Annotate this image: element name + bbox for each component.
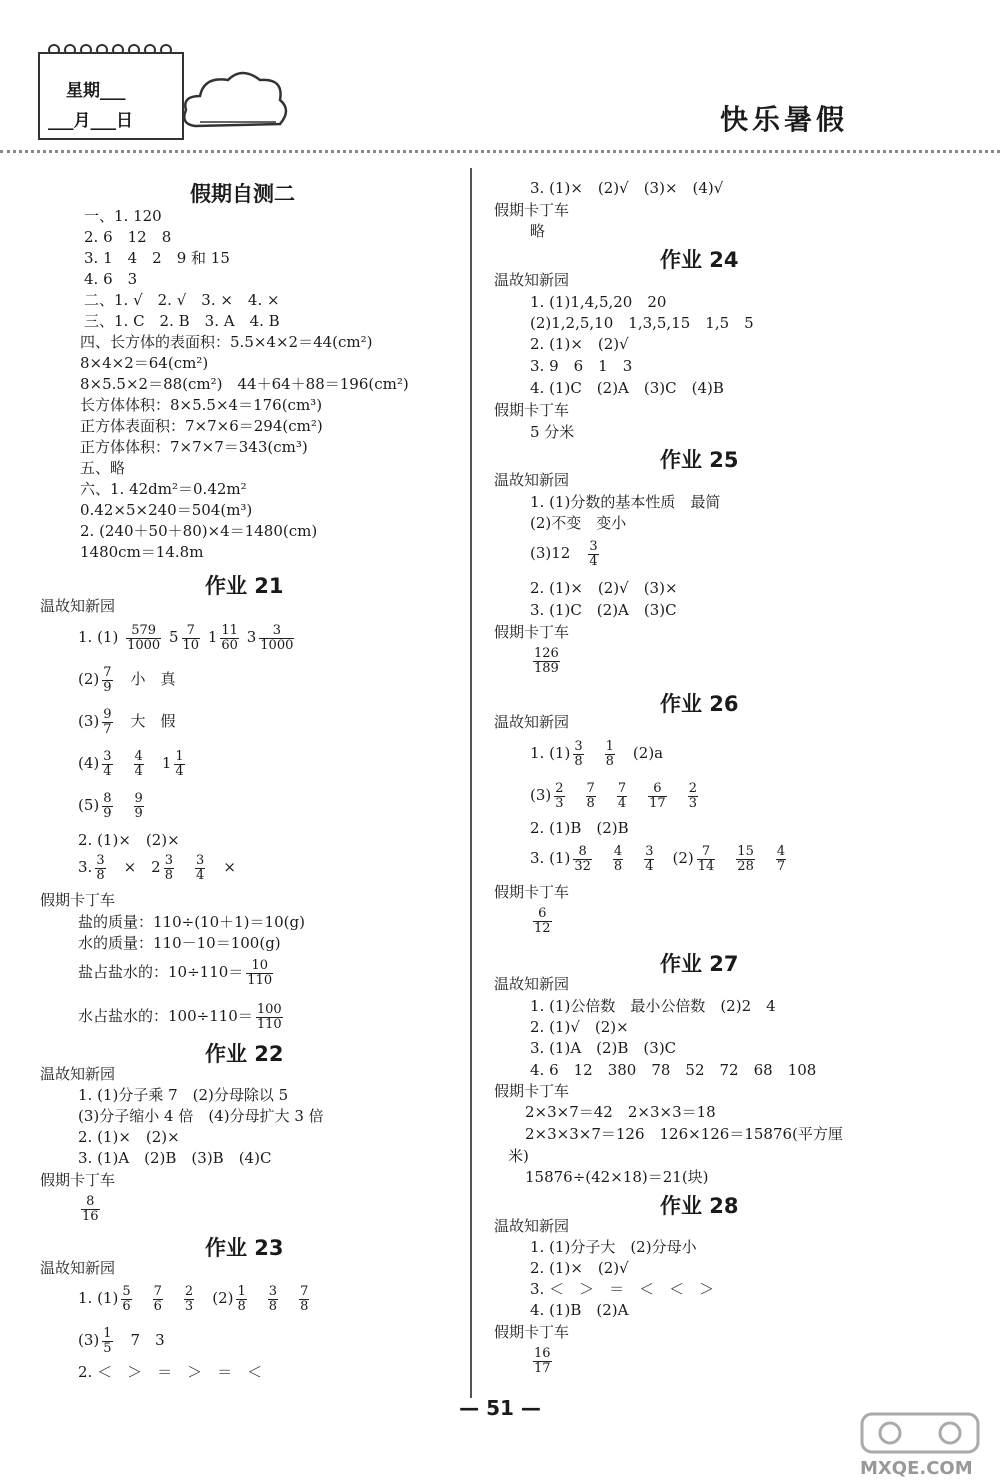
answer-line: 8×4×2＝64(cm²) — [80, 354, 209, 372]
subsection-label: 假期卡丁车 — [494, 883, 570, 901]
section-title: 作业 24 — [660, 248, 739, 272]
answer-line: (5) $\frac{8}{9}$ $\frac{9}{9}$ — [78, 790, 143, 821]
answer-line: 4. (1)C (2)A (3)C (4)B — [530, 379, 724, 397]
date-label: ___月___日 — [48, 111, 133, 131]
answer-line: 2×3×7＝42 2×3×3＝18 — [525, 1103, 716, 1121]
answer-line: $\frac{126}{189}$ — [534, 645, 559, 676]
subsection-label: 温故知新园 — [494, 1217, 570, 1235]
subsection-label: 假期卡丁车 — [494, 1082, 570, 1100]
page-number: — 51 — — [459, 1396, 541, 1420]
answer-line: $\frac{16}{17}$ — [534, 1345, 551, 1376]
answer-line: 水的质量：110－10＝100(g) — [78, 934, 281, 952]
answer-line: 盐的质量：110÷(10＋1)＝10(g) — [78, 913, 305, 931]
answer-line: 米) — [508, 1147, 529, 1165]
answer-line: 1480cm＝14.8m — [80, 543, 204, 561]
answer-line: (3) $\frac{9}{7}$ 大 假 — [78, 706, 176, 737]
answer-line: (2)不变 变小 — [530, 514, 627, 532]
answer-line: 2. (1)× (2)× — [78, 831, 180, 849]
answer-line: 2. (1)× (2)√ — [530, 1259, 629, 1277]
subsection-label: 假期卡丁车 — [40, 891, 116, 909]
answer-line: 3. (1)A (2)B (3)C — [530, 1039, 677, 1057]
answer-line: 3. $\frac{3}{8}$ × 2 $\frac{3}{8}$ $\frac{3}{4}$ × — [78, 852, 236, 883]
subsection-label: 温故知新园 — [494, 975, 570, 993]
answer-line: 长方体体积：8×5.5×4＝176(cm³) — [80, 396, 323, 414]
answer-line: 1. (1) $\frac{579}{1000}$ 5 $\frac{7}{10}$ 1 $\frac{11}{60}$ 3 $\frac{3}{1000}$ — [78, 622, 294, 653]
answer-line: 4. 6 12 380 78 52 72 68 108 — [530, 1061, 817, 1079]
section-title: 作业 21 — [205, 574, 284, 598]
answer-line: 1. (1)公倍数 最小公倍数 (2)2 4 — [530, 997, 776, 1015]
answer-line: 1. (1) $\frac{3}{8}$ $\frac{1}{8}$ (2)a — [530, 738, 664, 769]
answer-line: 略 — [530, 222, 546, 240]
answer-line: 3. (1)C (2)A (3)C — [530, 601, 677, 619]
answer-line: 0.42×5×240＝504(m³) — [80, 501, 253, 519]
answer-line: 1. (1)分数的基本性质 最简 — [530, 493, 721, 511]
section-title: 作业 28 — [660, 1194, 739, 1218]
answer-line: 4. 6 3 — [84, 270, 138, 288]
answer-line: 1. (1)分子大 (2)分母小 — [530, 1238, 697, 1256]
column-divider — [470, 168, 472, 1398]
answer-line: 3. (1)A (2)B (3)B (4)C — [78, 1149, 272, 1167]
subsection-label: 温故知新园 — [40, 597, 116, 615]
answer-line: 2. (1)× (2)× — [78, 1128, 180, 1146]
answer-line: 2. (1)√ (2)× — [530, 1018, 629, 1036]
answer-line: $\frac{8}{16}$ — [82, 1193, 99, 1224]
answer-line: 正方体体积：7×7×7＝343(cm³) — [80, 438, 308, 456]
answer-line: 3. 1 4 2 9 和 15 — [84, 249, 230, 267]
subsection-label: 假期卡丁车 — [494, 623, 570, 641]
answer-line: 5 分米 — [530, 423, 575, 441]
answer-line: 2. 6 12 8 — [84, 228, 172, 246]
answer-line: 2. (240＋50＋80)×4＝1480(cm) — [80, 522, 318, 540]
subsection-label: 温故知新园 — [40, 1259, 116, 1277]
answer-line: 三、1. C 2. B 3. A 4. B — [84, 312, 280, 330]
answer-line: 3. ＜ ＞ ＝ ＜ ＜ ＞ — [530, 1280, 715, 1298]
answer-line: 水占盐水的：100÷110＝ $\frac{100}{110}$ — [78, 1001, 282, 1032]
subsection-label: 假期卡丁车 — [494, 201, 570, 219]
section-title: 作业 26 — [660, 692, 739, 716]
subsection-label: 假期卡丁车 — [40, 1171, 116, 1189]
section-title: 作业 27 — [660, 952, 739, 976]
page-header — [0, 0, 1000, 160]
answer-line: 3. (1)× (2)√ (3)× (4)√ — [530, 179, 724, 197]
answer-line: 六、1. 42dm²＝0.42m² — [80, 480, 247, 498]
answer-line: 2. (1)B (2)B — [530, 819, 629, 837]
answer-line: 四、长方体的表面积：5.5×4×2＝44(cm²) — [80, 333, 373, 351]
subsection-label: 温故知新园 — [40, 1065, 116, 1083]
answer-line: 2. (1)× (2)√ (3)× — [530, 579, 678, 597]
answer-line: (3)分子缩小 4 倍 (4)分母扩大 3 倍 — [78, 1107, 324, 1125]
answer-line: 1. (1)分子乘 7 (2)分母除以 5 — [78, 1086, 289, 1104]
answer-line: 1. (1) $\frac{5}{6}$ $\frac{7}{6}$ $\frac{2}{3}$ (2) $\frac{1}{8}$ $\frac{3}{8}$ $\frac{7}{8}$ — [78, 1283, 309, 1314]
answer-line: 盐占盐水的：10÷110＝ $\frac{10}{110}$ — [78, 957, 273, 988]
answer-line: 一、1. 120 — [84, 207, 162, 225]
answer-line: 8×5.5×2＝88(cm²) 44＋64＋88＝196(cm²) — [80, 375, 409, 393]
subsection-label: 温故知新园 — [494, 271, 570, 289]
answer-line: (2) $\frac{7}{9}$ 小 真 — [78, 664, 176, 695]
subsection-label: 假期卡丁车 — [494, 1323, 570, 1341]
answer-line: (2)1,2,5,10 1,3,5,15 1,5 5 — [530, 314, 754, 332]
answer-line: 2. (1)× (2)√ — [530, 335, 629, 353]
answer-line: $\frac{6}{12}$ — [534, 905, 551, 936]
answer-line: (4) $\frac{3}{4}$ $\frac{4}{4}$ 1 $\frac{1}{4}$ — [78, 748, 184, 779]
answer-line: (3)12 $\frac{3}{4}$ — [530, 538, 598, 569]
answer-line: 3. 9 6 1 3 — [530, 357, 633, 375]
subsection-label: 温故知新园 — [494, 471, 570, 489]
section-title: 假期自测二 — [190, 182, 295, 206]
answer-line: (3) $\frac{1}{5}$ 7 3 — [78, 1325, 165, 1356]
answer-line: 2×3×3×7＝126 126×126＝15876(平方厘 — [525, 1125, 843, 1143]
answer-line: 15876÷(42×18)＝21(块) — [525, 1168, 709, 1186]
answer-line: 正方体表面积：7×7×6＝294(cm²) — [80, 417, 323, 435]
answer-line: 2. ＜ ＞ ＝ ＞ ＝ ＜ — [78, 1363, 263, 1381]
watermark — [860, 1410, 990, 1480]
section-title: 作业 22 — [205, 1042, 284, 1066]
watermark-text: MXQE.COM — [860, 1458, 973, 1479]
answer-line: 五、略 — [80, 459, 126, 477]
watermark-logo-icon — [860, 1410, 980, 1456]
section-title: 作业 25 — [660, 448, 739, 472]
weekday-label: 星期___ — [66, 81, 126, 101]
section-title: 作业 23 — [205, 1236, 284, 1260]
cloud-icon — [180, 66, 290, 136]
answer-line: 1. (1)1,4,5,20 20 — [530, 293, 667, 311]
subsection-label: 假期卡丁车 — [494, 401, 570, 419]
brand-logo: 快乐暑假 — [720, 103, 849, 136]
answer-line: 二、1. √ 2. √ 3. × 4. × — [84, 291, 280, 309]
subsection-label: 温故知新园 — [494, 713, 570, 731]
answer-line: 4. (1)B (2)A — [530, 1301, 629, 1319]
answer-line: (3) $\frac{2}{3}$ $\frac{7}{8}$ $\frac{7}{4}$ $\frac{6}{17}$ $\frac{2}{3}$ — [530, 780, 697, 811]
header-divider — [0, 150, 1000, 153]
answer-line: 3. (1) $\frac{8}{32}$ $\frac{4}{8}$ $\frac{3}{4}$ (2) $\frac{7}{14}$ $\frac{15}{28}$ $\frac{4}{7}$ — [530, 843, 786, 874]
date-notepad — [38, 52, 184, 140]
